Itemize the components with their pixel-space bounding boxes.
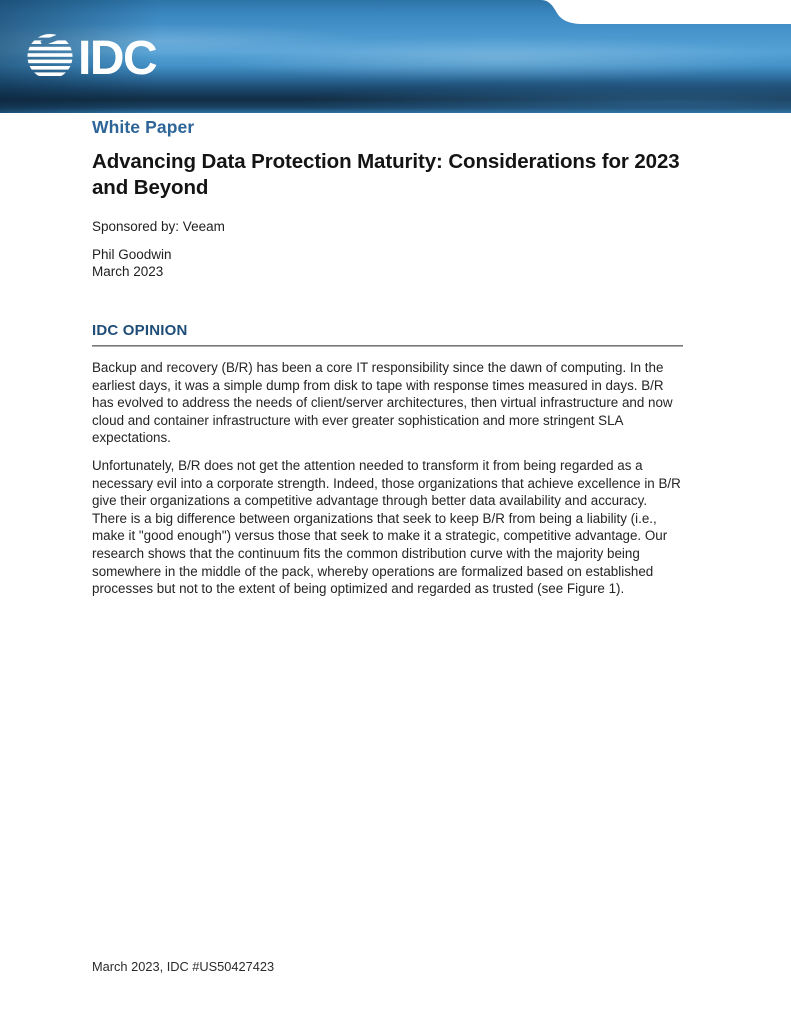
author-name: Phil Goodwin	[92, 247, 172, 262]
section-heading-idc-opinion: IDC OPINION	[92, 322, 188, 339]
document-content	[92, 113, 684, 598]
body-paragraph: Backup and recovery (B/R) has been a core IT responsibility since the dawn of computing. In the earliest days, it was a simple dump from disk to tape with response times measured in days. B/R has evolved to address the needs of client/server architectures, then virtual infrastructure and now cloud and container infrastructure with ever greater sophistication and more stringent SLA expectations.	[92, 360, 673, 446]
sponsor-line: Sponsored by: Veeam	[92, 219, 225, 234]
header-banner	[0, 0, 791, 113]
body-paragraph: Unfortunately, B/R does not get the attention needed to transform it from being regarded as a necessary evil into a corporate strength. Indeed, those organizations that achieve excellence in B/R give their organizations a competitive advantage through better data availability and accuracy. There is a big difference between organizations that seek to keep B/R from being a liability (i.e., make it "good enough") versus those that seek to make it a strategic, competitive advantage. Our research shows that the continuum fits the common distribution curve with the majority being somewhere in the middle of the pack, whereby operations are formalized based on established processes but not to the extent of being optimized and regarded as trusted (see Figure 1).	[92, 457, 681, 597]
banner-notch-shape	[541, 0, 791, 25]
idc-logo-text: IDC	[78, 33, 157, 80]
idc-globe-icon	[27, 34, 73, 76]
publication-date: March 2023	[92, 263, 164, 279]
idc-logo	[27, 33, 167, 80]
document-type-label: White Paper	[92, 117, 195, 137]
footer-document-id: March 2023, IDC #US50427423	[92, 959, 275, 974]
document-title: Advancing Data Protection Maturity: Considerations for 2023 and Beyond	[92, 150, 680, 199]
byline-block	[92, 247, 684, 280]
section-divider-rule	[92, 345, 683, 347]
